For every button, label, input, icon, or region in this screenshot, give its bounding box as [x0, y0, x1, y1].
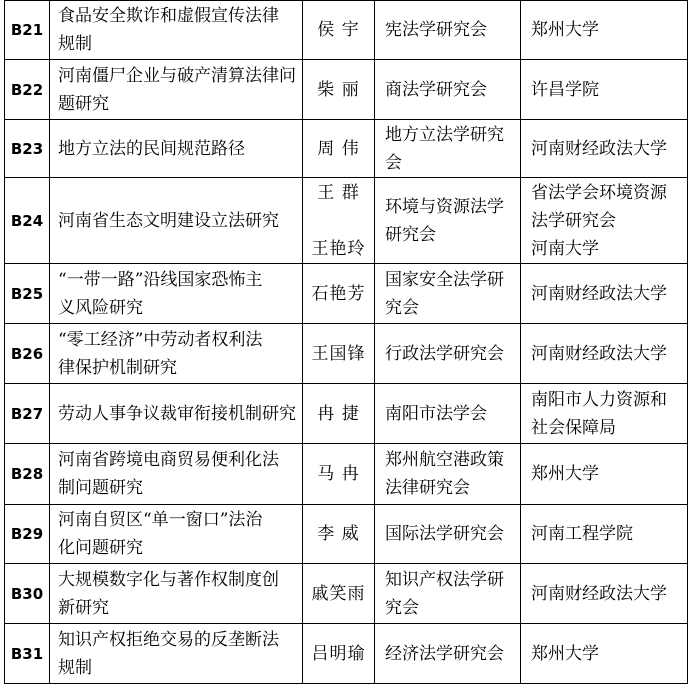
cell-title-line: “零工经济”中劳动者权利法	[58, 329, 263, 350]
cell-code: B31	[5, 624, 50, 684]
cell-author	[303, 1, 375, 60]
cell-organization-line: 国家安全法学研	[385, 269, 504, 290]
cell-organization	[375, 178, 521, 264]
cell-unit	[521, 120, 688, 178]
cell-unit-line: 郑州大学	[531, 20, 599, 40]
cell-organization-line: 环境与资源法学	[385, 196, 504, 217]
cell-code: B30	[5, 564, 50, 624]
cell-title	[50, 444, 303, 505]
cell-author	[303, 324, 375, 384]
cell-unit-line: 许昌学院	[531, 79, 599, 100]
project-table	[4, 0, 688, 684]
cell-author-line: 王艳玲	[311, 238, 366, 259]
cell-author-line: 侯 宇	[317, 20, 360, 40]
cell-unit-line: 法学研究会	[531, 210, 616, 231]
table-row	[5, 120, 688, 178]
cell-code: B21	[5, 1, 50, 60]
cell-author	[303, 264, 375, 324]
cell-organization	[375, 624, 521, 684]
cell-organization-line: 行政法学研究会	[385, 343, 504, 364]
cell-unit	[521, 1, 688, 60]
cell-author-line: 戚笑雨	[311, 583, 366, 604]
cell-organization-line: 南阳市法学会	[385, 403, 487, 424]
cell-code: B28	[5, 444, 50, 505]
cell-unit	[521, 505, 688, 564]
table-row	[5, 444, 688, 505]
cell-unit-line: 河南财经政法大学	[531, 583, 667, 604]
cell-author	[303, 624, 375, 684]
cell-unit	[521, 444, 688, 505]
cell-author	[303, 564, 375, 624]
cell-organization-line: 国际法学研究会	[385, 524, 504, 544]
cell-title-line: 义风险研究	[58, 297, 143, 318]
cell-organization-line: 经济法学研究会	[385, 643, 504, 664]
cell-title-line: 河南自贸区“单一窗口”法治	[58, 510, 263, 530]
cell-author	[303, 60, 375, 120]
cell-organization-line: 郑州航空港政策	[385, 450, 504, 470]
cell-organization	[375, 505, 521, 564]
cell-code: B22	[5, 60, 50, 120]
project-table-body	[5, 1, 688, 684]
cell-title-line: 制问题研究	[58, 478, 143, 498]
cell-title-line: 题研究	[58, 93, 109, 114]
cell-title	[50, 624, 303, 684]
cell-author	[303, 444, 375, 505]
cell-organization-line: 宪法学研究会	[385, 20, 487, 40]
cell-code: B26	[5, 324, 50, 384]
cell-title	[50, 178, 303, 264]
cell-title	[50, 60, 303, 120]
cell-title-line: 化问题研究	[58, 538, 143, 558]
table-row	[5, 1, 688, 60]
cell-title-line: “一带一路”沿线国家恐怖主	[58, 269, 263, 290]
table-row	[5, 178, 688, 264]
table-row	[5, 505, 688, 564]
cell-unit-line: 南阳市人力资源和	[531, 389, 667, 410]
cell-organization	[375, 1, 521, 60]
cell-author-line: 李 威	[317, 524, 360, 544]
cell-organization	[375, 324, 521, 384]
cell-title-line: 河南省生态文明建设立法研究	[58, 210, 279, 231]
cell-unit-line: 河南财经政法大学	[531, 283, 667, 304]
table-row	[5, 60, 688, 120]
cell-unit-line: 河南财经政法大学	[531, 138, 667, 159]
cell-organization	[375, 60, 521, 120]
cell-title	[50, 120, 303, 178]
cell-author-line: 柴 丽	[317, 79, 360, 100]
cell-organization	[375, 120, 521, 178]
cell-organization-line: 地方立法学研究会	[385, 124, 504, 173]
cell-unit	[521, 324, 688, 384]
cell-author-line: 冉 捷	[317, 403, 360, 424]
cell-title	[50, 564, 303, 624]
cell-author	[303, 120, 375, 178]
cell-title-line: 规制	[58, 657, 92, 678]
cell-title	[50, 264, 303, 324]
cell-title	[50, 1, 303, 60]
cell-code: B24	[5, 178, 50, 264]
table-row	[5, 264, 688, 324]
cell-title-line: 律保护机制研究	[58, 357, 177, 378]
cell-unit-line: 河南财经政法大学	[531, 343, 667, 364]
cell-code: B29	[5, 505, 50, 564]
cell-unit-line: 社会保障局	[531, 417, 616, 438]
cell-organization-line: 究会	[385, 597, 419, 618]
cell-author-line	[309, 207, 368, 235]
cell-author-line: 石艳芳	[311, 283, 366, 304]
cell-organization	[375, 264, 521, 324]
cell-title-line: 河南僵尸企业与破产清算法律问	[58, 65, 296, 86]
cell-code: B27	[5, 384, 50, 444]
cell-author-line: 马 冉	[317, 464, 360, 484]
cell-title-line: 知识产权拒绝交易的反垄断法	[58, 629, 279, 650]
cell-author-line: 王国锋	[311, 343, 366, 364]
cell-author-line: 吕明瑜	[311, 643, 366, 664]
table-row	[5, 324, 688, 384]
cell-organization-line: 究会	[385, 297, 419, 318]
cell-unit-line: 郑州大学	[531, 643, 599, 664]
cell-unit	[521, 264, 688, 324]
cell-organization-line: 研究会	[385, 224, 436, 245]
cell-organization	[375, 384, 521, 444]
cell-unit	[521, 178, 688, 264]
cell-unit	[521, 384, 688, 444]
cell-organization-line: 商法学研究会	[385, 79, 487, 100]
cell-title	[50, 324, 303, 384]
cell-title	[50, 505, 303, 564]
cell-unit-line: 省法学会环境资源	[531, 182, 667, 203]
cell-title-line: 食品安全欺诈和虚假宣传法律	[58, 6, 279, 26]
cell-unit	[521, 60, 688, 120]
cell-organization	[375, 444, 521, 505]
cell-organization-line: 知识产权法学研	[385, 569, 504, 590]
cell-title-line: 地方立法的民间规范路径	[58, 138, 245, 159]
cell-author-line: 周 伟	[317, 138, 360, 159]
cell-code: B25	[5, 264, 50, 324]
cell-author	[303, 178, 375, 264]
cell-title-line: 大规模数字化与著作权制度创	[58, 569, 279, 590]
cell-author	[303, 505, 375, 564]
table-row	[5, 384, 688, 444]
cell-unit-line: 河南大学	[531, 238, 599, 259]
cell-title-line: 河南省跨境电商贸易便利化法	[58, 450, 279, 470]
cell-unit	[521, 624, 688, 684]
cell-unit-line: 河南工程学院	[531, 524, 633, 544]
cell-title-line: 劳动人事争议裁审衔接机制研究	[58, 403, 296, 424]
cell-unit	[521, 564, 688, 624]
cell-organization-line: 法律研究会	[385, 478, 470, 498]
cell-organization	[375, 564, 521, 624]
table-row	[5, 564, 688, 624]
cell-author	[303, 384, 375, 444]
cell-code: B23	[5, 120, 50, 178]
cell-unit-line: 郑州大学	[531, 464, 599, 484]
cell-title-line: 新研究	[58, 597, 109, 618]
cell-author-line: 王 群	[317, 182, 360, 203]
cell-title-line: 规制	[58, 34, 92, 54]
table-row	[5, 624, 688, 684]
cell-title	[50, 384, 303, 444]
